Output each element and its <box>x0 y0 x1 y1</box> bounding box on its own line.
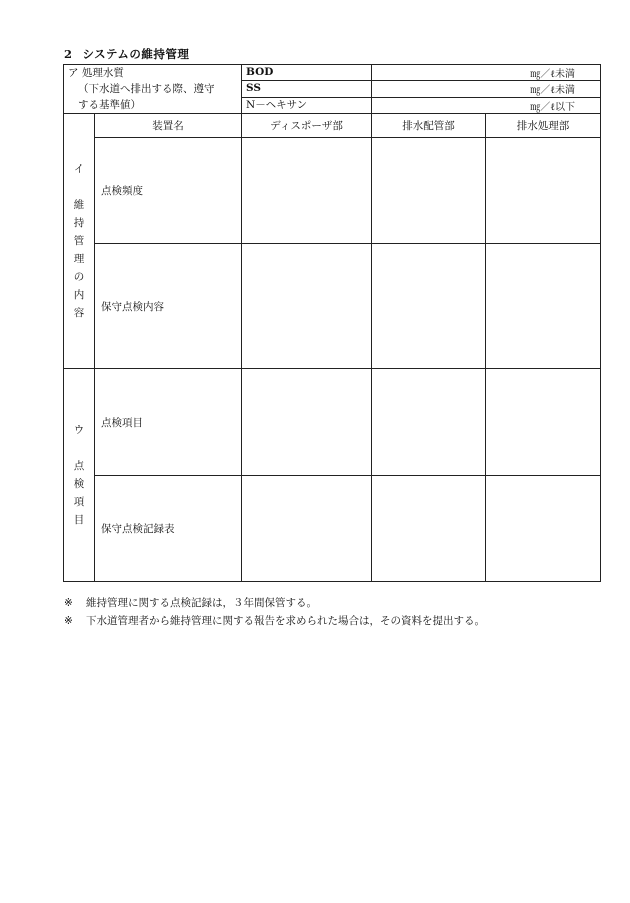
col-treatment: 排水処理部 <box>486 114 601 138</box>
note-text: 下水道管理者から維持管理に関する報告を求められた場合は，その資料を提出する。 <box>86 615 485 627</box>
quality-param-ss: SS <box>242 81 372 97</box>
inspection-vertical-label: ウ 点 検 項 目 <box>64 369 95 582</box>
row-label-content: 保守点検内容 <box>95 244 242 369</box>
cell-items-disposer[interactable] <box>242 369 372 476</box>
row-label-frequency: 点検頻度 <box>95 138 242 244</box>
note-retention <box>64 594 485 612</box>
inspection-row-records <box>64 476 601 582</box>
quality-unit-ss: ㎎／ℓ未満 <box>372 81 601 97</box>
quality-row-bod <box>64 65 601 81</box>
cell-records-disposer[interactable] <box>242 476 372 582</box>
quality-unit-nhexane: ㎎／ℓ以下 <box>372 97 601 113</box>
note-report <box>64 612 485 630</box>
cell-content-disposer[interactable] <box>242 244 372 369</box>
row-label-items: 点検項目 <box>95 369 242 476</box>
section-title <box>64 46 189 62</box>
cell-frequency-treatment[interactable] <box>486 138 601 244</box>
note-mark: ※ <box>64 615 73 627</box>
maintenance-table <box>63 64 601 582</box>
maintenance-vertical-label: イ 維 持 管 理 の 内 容 <box>64 114 95 369</box>
quality-label-line1: ア 処理水質 <box>68 67 124 79</box>
cell-items-piping[interactable] <box>372 369 486 476</box>
quality-label-line2: （下水道へ排出する際、遵守 <box>78 83 215 95</box>
quality-unit-bod: ㎎／ℓ未満 <box>372 65 601 81</box>
quality-param-nhexane: N－ヘキサン <box>242 97 372 113</box>
col-piping: 排水配管部 <box>372 114 486 138</box>
quality-param-bod: BOD <box>242 65 372 81</box>
cell-items-treatment[interactable] <box>486 369 601 476</box>
cell-frequency-disposer[interactable] <box>242 138 372 244</box>
section-number: 2 <box>64 47 73 61</box>
cell-records-piping[interactable] <box>372 476 486 582</box>
col-device: 装置名 <box>95 114 242 138</box>
column-header-row <box>64 114 601 138</box>
row-label-records: 保守点検記録表 <box>95 476 242 582</box>
notes <box>64 594 485 630</box>
quality-label-line3: する基準値） <box>78 99 141 111</box>
section-heading: システムの維持管理 <box>82 47 190 61</box>
maintenance-row-content <box>64 244 601 369</box>
quality-label-cell <box>64 65 242 114</box>
note-text: 維持管理に関する点検記録は，３年間保管する。 <box>86 597 317 609</box>
col-disposer: ディスポーザ部 <box>242 114 372 138</box>
cell-records-treatment[interactable] <box>486 476 601 582</box>
inspection-row-items <box>64 369 601 476</box>
cell-content-treatment[interactable] <box>486 244 601 369</box>
cell-content-piping[interactable] <box>372 244 486 369</box>
cell-frequency-piping[interactable] <box>372 138 486 244</box>
maintenance-row-frequency <box>64 138 601 244</box>
note-mark: ※ <box>64 597 73 609</box>
